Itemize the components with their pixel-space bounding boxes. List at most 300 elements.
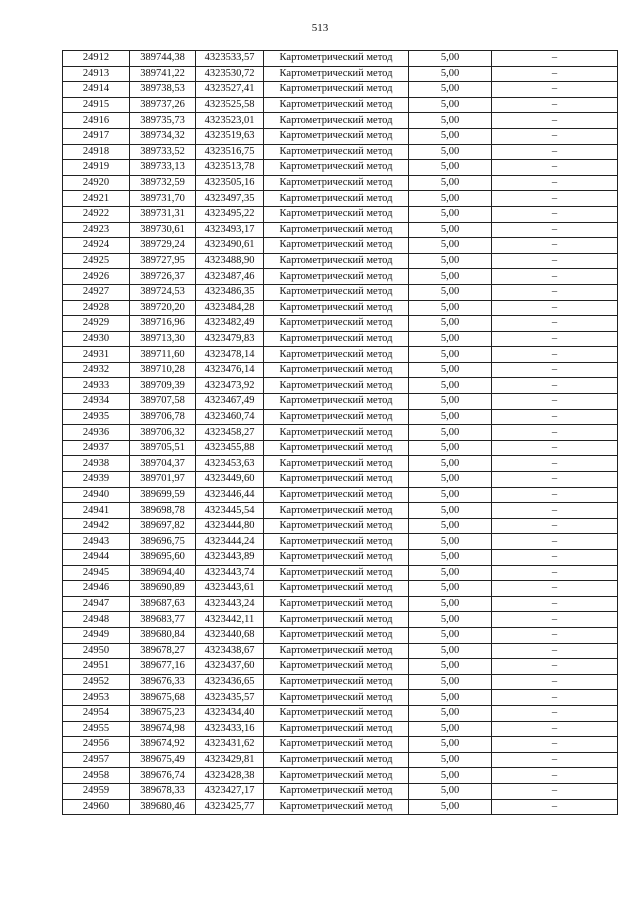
description-cell: –	[492, 752, 618, 768]
x-coordinate-cell: 389720,20	[130, 300, 196, 316]
table-row	[63, 113, 618, 129]
y-coordinate-cell: 4323443,24	[196, 596, 264, 612]
table-row	[63, 300, 618, 316]
x-coordinate-cell: 389741,22	[130, 66, 196, 82]
x-coordinate-cell: 389732,59	[130, 175, 196, 191]
table-row	[63, 690, 618, 706]
method-cell: Картометрический метод	[264, 284, 409, 300]
y-coordinate-cell: 4323497,35	[196, 191, 264, 207]
method-cell: Картометрический метод	[264, 160, 409, 176]
table-row	[63, 503, 618, 519]
table-row	[63, 705, 618, 721]
description-cell: –	[492, 191, 618, 207]
y-coordinate-cell: 4323453,63	[196, 456, 264, 472]
x-coordinate-cell: 389674,92	[130, 737, 196, 753]
y-coordinate-cell: 4323435,57	[196, 690, 264, 706]
accuracy-cell: 5,00	[409, 97, 492, 113]
x-coordinate-cell: 389727,95	[130, 253, 196, 269]
y-coordinate-cell: 4323438,67	[196, 643, 264, 659]
description-cell: –	[492, 534, 618, 550]
x-coordinate-cell: 389731,31	[130, 206, 196, 222]
point-number-cell: 24952	[63, 674, 130, 690]
description-cell: –	[492, 768, 618, 784]
table-row	[63, 612, 618, 628]
method-cell: Картометрический метод	[264, 238, 409, 254]
method-cell: Картометрический метод	[264, 690, 409, 706]
y-coordinate-cell: 4323490,61	[196, 238, 264, 254]
x-coordinate-cell: 389711,60	[130, 347, 196, 363]
table-row	[63, 160, 618, 176]
x-coordinate-cell: 389696,75	[130, 534, 196, 550]
method-cell: Картометрический метод	[264, 705, 409, 721]
point-number-cell: 24918	[63, 144, 130, 160]
method-cell: Картометрический метод	[264, 612, 409, 628]
accuracy-cell: 5,00	[409, 581, 492, 597]
description-cell: –	[492, 269, 618, 285]
accuracy-cell: 5,00	[409, 175, 492, 191]
x-coordinate-cell: 389695,60	[130, 550, 196, 566]
method-cell: Картометрический метод	[264, 409, 409, 425]
table-row	[63, 128, 618, 144]
description-cell: –	[492, 565, 618, 581]
accuracy-cell: 5,00	[409, 113, 492, 129]
accuracy-cell: 5,00	[409, 253, 492, 269]
y-coordinate-cell: 4323476,14	[196, 362, 264, 378]
point-number-cell: 24921	[63, 191, 130, 207]
accuracy-cell: 5,00	[409, 191, 492, 207]
description-cell: –	[492, 238, 618, 254]
x-coordinate-cell: 389724,53	[130, 284, 196, 300]
y-coordinate-cell: 4323473,92	[196, 378, 264, 394]
y-coordinate-cell: 4323479,83	[196, 331, 264, 347]
point-number-cell: 24945	[63, 565, 130, 581]
accuracy-cell: 5,00	[409, 596, 492, 612]
table-row	[63, 425, 618, 441]
table-row	[63, 783, 618, 799]
description-cell: –	[492, 503, 618, 519]
table-row	[63, 191, 618, 207]
method-cell: Картометрический метод	[264, 783, 409, 799]
accuracy-cell: 5,00	[409, 518, 492, 534]
y-coordinate-cell: 4323523,01	[196, 113, 264, 129]
table-row	[63, 487, 618, 503]
accuracy-cell: 5,00	[409, 378, 492, 394]
description-cell: –	[492, 222, 618, 238]
method-cell: Картометрический метод	[264, 175, 409, 191]
table-row	[63, 659, 618, 675]
y-coordinate-cell: 4323533,57	[196, 51, 264, 67]
point-number-cell: 24925	[63, 253, 130, 269]
accuracy-cell: 5,00	[409, 534, 492, 550]
method-cell: Картометрический метод	[264, 550, 409, 566]
table-row	[63, 347, 618, 363]
accuracy-cell: 5,00	[409, 737, 492, 753]
point-number-cell: 24932	[63, 362, 130, 378]
point-number-cell: 24954	[63, 705, 130, 721]
x-coordinate-cell: 389716,96	[130, 316, 196, 332]
table-row	[63, 175, 618, 191]
description-cell: –	[492, 425, 618, 441]
accuracy-cell: 5,00	[409, 82, 492, 98]
point-number-cell: 24958	[63, 768, 130, 784]
x-coordinate-cell: 389710,28	[130, 362, 196, 378]
accuracy-cell: 5,00	[409, 409, 492, 425]
x-coordinate-cell: 389709,39	[130, 378, 196, 394]
accuracy-cell: 5,00	[409, 316, 492, 332]
method-cell: Картометрический метод	[264, 565, 409, 581]
y-coordinate-cell: 4323513,78	[196, 160, 264, 176]
description-cell: –	[492, 331, 618, 347]
method-cell: Картометрический метод	[264, 191, 409, 207]
x-coordinate-cell: 389675,23	[130, 705, 196, 721]
table-row	[63, 799, 618, 815]
x-coordinate-cell: 389707,58	[130, 394, 196, 410]
description-cell: –	[492, 440, 618, 456]
x-coordinate-cell: 389675,68	[130, 690, 196, 706]
accuracy-cell: 5,00	[409, 160, 492, 176]
point-number-cell: 24943	[63, 534, 130, 550]
x-coordinate-cell: 389697,82	[130, 518, 196, 534]
point-number-cell: 24940	[63, 487, 130, 503]
table-row	[63, 518, 618, 534]
description-cell: –	[492, 659, 618, 675]
description-cell: –	[492, 487, 618, 503]
description-cell: –	[492, 643, 618, 659]
method-cell: Картометрический метод	[264, 487, 409, 503]
description-cell: –	[492, 721, 618, 737]
method-cell: Картометрический метод	[264, 394, 409, 410]
y-coordinate-cell: 4323427,17	[196, 783, 264, 799]
table-row	[63, 82, 618, 98]
point-number-cell: 24912	[63, 51, 130, 67]
x-coordinate-cell: 389737,26	[130, 97, 196, 113]
x-coordinate-cell: 389678,27	[130, 643, 196, 659]
accuracy-cell: 5,00	[409, 690, 492, 706]
method-cell: Картометрический метод	[264, 674, 409, 690]
y-coordinate-cell: 4323530,72	[196, 66, 264, 82]
description-cell: –	[492, 581, 618, 597]
table-row	[63, 752, 618, 768]
method-cell: Картометрический метод	[264, 596, 409, 612]
y-coordinate-cell: 4323455,88	[196, 440, 264, 456]
table-row	[63, 643, 618, 659]
point-number-cell: 24928	[63, 300, 130, 316]
method-cell: Картометрический метод	[264, 425, 409, 441]
point-number-cell: 24949	[63, 627, 130, 643]
y-coordinate-cell: 4323436,65	[196, 674, 264, 690]
accuracy-cell: 5,00	[409, 503, 492, 519]
point-number-cell: 24915	[63, 97, 130, 113]
table-row	[63, 456, 618, 472]
point-number-cell: 24956	[63, 737, 130, 753]
method-cell: Картометрический метод	[264, 472, 409, 488]
point-number-cell: 24931	[63, 347, 130, 363]
method-cell: Картометрический метод	[264, 128, 409, 144]
table-row	[63, 596, 618, 612]
table-row	[63, 737, 618, 753]
accuracy-cell: 5,00	[409, 331, 492, 347]
accuracy-cell: 5,00	[409, 206, 492, 222]
y-coordinate-cell: 4323437,60	[196, 659, 264, 675]
x-coordinate-cell: 389676,74	[130, 768, 196, 784]
x-coordinate-cell: 389733,13	[130, 160, 196, 176]
x-coordinate-cell: 389730,61	[130, 222, 196, 238]
table-row	[63, 627, 618, 643]
y-coordinate-cell: 4323446,44	[196, 487, 264, 503]
table-row	[63, 97, 618, 113]
y-coordinate-cell: 4323493,17	[196, 222, 264, 238]
point-number-cell: 24922	[63, 206, 130, 222]
method-cell: Картометрический метод	[264, 300, 409, 316]
method-cell: Картометрический метод	[264, 206, 409, 222]
accuracy-cell: 5,00	[409, 752, 492, 768]
y-coordinate-cell: 4323443,89	[196, 550, 264, 566]
y-coordinate-cell: 4323434,40	[196, 705, 264, 721]
accuracy-cell: 5,00	[409, 347, 492, 363]
y-coordinate-cell: 4323445,54	[196, 503, 264, 519]
table-row	[63, 534, 618, 550]
y-coordinate-cell: 4323443,74	[196, 565, 264, 581]
table-row	[63, 550, 618, 566]
method-cell: Картометрический метод	[264, 378, 409, 394]
y-coordinate-cell: 4323467,49	[196, 394, 264, 410]
method-cell: Картометрический метод	[264, 440, 409, 456]
table-row	[63, 269, 618, 285]
point-number-cell: 24951	[63, 659, 130, 675]
y-coordinate-cell: 4323440,68	[196, 627, 264, 643]
y-coordinate-cell: 4323433,16	[196, 721, 264, 737]
x-coordinate-cell: 389683,77	[130, 612, 196, 628]
y-coordinate-cell: 4323425,77	[196, 799, 264, 815]
x-coordinate-cell: 389694,40	[130, 565, 196, 581]
x-coordinate-cell: 389706,78	[130, 409, 196, 425]
accuracy-cell: 5,00	[409, 550, 492, 566]
x-coordinate-cell: 389731,70	[130, 191, 196, 207]
point-number-cell: 24960	[63, 799, 130, 815]
accuracy-cell: 5,00	[409, 565, 492, 581]
accuracy-cell: 5,00	[409, 440, 492, 456]
description-cell: –	[492, 378, 618, 394]
x-coordinate-cell: 389701,97	[130, 472, 196, 488]
method-cell: Картометрический метод	[264, 518, 409, 534]
description-cell: –	[492, 144, 618, 160]
point-number-cell: 24926	[63, 269, 130, 285]
y-coordinate-cell: 4323428,38	[196, 768, 264, 784]
point-number-cell: 24930	[63, 331, 130, 347]
description-cell: –	[492, 674, 618, 690]
description-cell: –	[492, 409, 618, 425]
x-coordinate-cell: 389676,33	[130, 674, 196, 690]
table-row	[63, 206, 618, 222]
accuracy-cell: 5,00	[409, 362, 492, 378]
description-cell: –	[492, 690, 618, 706]
point-number-cell: 24920	[63, 175, 130, 191]
accuracy-cell: 5,00	[409, 425, 492, 441]
point-number-cell: 24941	[63, 503, 130, 519]
table-row	[63, 394, 618, 410]
y-coordinate-cell: 4323519,63	[196, 128, 264, 144]
description-cell: –	[492, 206, 618, 222]
description-cell: –	[492, 799, 618, 815]
description-cell: –	[492, 737, 618, 753]
method-cell: Картометрический метод	[264, 316, 409, 332]
x-coordinate-cell: 389674,98	[130, 721, 196, 737]
point-number-cell: 24939	[63, 472, 130, 488]
y-coordinate-cell: 4323487,46	[196, 269, 264, 285]
x-coordinate-cell: 389698,78	[130, 503, 196, 519]
point-number-cell: 24935	[63, 409, 130, 425]
point-number-cell: 24914	[63, 82, 130, 98]
method-cell: Картометрический метод	[264, 253, 409, 269]
accuracy-cell: 5,00	[409, 456, 492, 472]
point-number-cell: 24944	[63, 550, 130, 566]
y-coordinate-cell: 4323516,75	[196, 144, 264, 160]
description-cell: –	[492, 175, 618, 191]
x-coordinate-cell: 389678,33	[130, 783, 196, 799]
accuracy-cell: 5,00	[409, 799, 492, 815]
accuracy-cell: 5,00	[409, 674, 492, 690]
table-row	[63, 378, 618, 394]
table-row	[63, 721, 618, 737]
coordinates-table-body	[63, 51, 618, 815]
point-number-cell: 24936	[63, 425, 130, 441]
x-coordinate-cell: 389704,37	[130, 456, 196, 472]
x-coordinate-cell: 389738,53	[130, 82, 196, 98]
description-cell: –	[492, 66, 618, 82]
method-cell: Картометрический метод	[264, 82, 409, 98]
x-coordinate-cell: 389734,32	[130, 128, 196, 144]
description-cell: –	[492, 612, 618, 628]
description-cell: –	[492, 347, 618, 363]
table-row	[63, 66, 618, 82]
accuracy-cell: 5,00	[409, 66, 492, 82]
y-coordinate-cell: 4323495,22	[196, 206, 264, 222]
method-cell: Картометрический метод	[264, 643, 409, 659]
method-cell: Картометрический метод	[264, 503, 409, 519]
table-row	[63, 362, 618, 378]
accuracy-cell: 5,00	[409, 721, 492, 737]
description-cell: –	[492, 596, 618, 612]
x-coordinate-cell: 389726,37	[130, 269, 196, 285]
table-row	[63, 331, 618, 347]
method-cell: Картометрический метод	[264, 659, 409, 675]
description-cell: –	[492, 128, 618, 144]
point-number-cell: 24917	[63, 128, 130, 144]
description-cell: –	[492, 97, 618, 113]
method-cell: Картометрический метод	[264, 144, 409, 160]
table-row	[63, 51, 618, 67]
method-cell: Картометрический метод	[264, 51, 409, 67]
method-cell: Картометрический метод	[264, 331, 409, 347]
method-cell: Картометрический метод	[264, 66, 409, 82]
table-row	[63, 565, 618, 581]
point-number-cell: 24946	[63, 581, 130, 597]
x-coordinate-cell: 389713,30	[130, 331, 196, 347]
method-cell: Картометрический метод	[264, 362, 409, 378]
y-coordinate-cell: 4323442,11	[196, 612, 264, 628]
point-number-cell: 24927	[63, 284, 130, 300]
x-coordinate-cell: 389706,32	[130, 425, 196, 441]
point-number-cell: 24923	[63, 222, 130, 238]
page-number: 513	[311, 22, 329, 34]
x-coordinate-cell: 389687,63	[130, 596, 196, 612]
x-coordinate-cell: 389677,16	[130, 659, 196, 675]
x-coordinate-cell: 389690,89	[130, 581, 196, 597]
y-coordinate-cell: 4323478,14	[196, 347, 264, 363]
x-coordinate-cell: 389699,59	[130, 487, 196, 503]
x-coordinate-cell: 389680,84	[130, 627, 196, 643]
y-coordinate-cell: 4323525,58	[196, 97, 264, 113]
x-coordinate-cell: 389735,73	[130, 113, 196, 129]
x-coordinate-cell: 389705,51	[130, 440, 196, 456]
y-coordinate-cell: 4323429,81	[196, 752, 264, 768]
description-cell: –	[492, 113, 618, 129]
y-coordinate-cell: 4323484,28	[196, 300, 264, 316]
y-coordinate-cell: 4323458,27	[196, 425, 264, 441]
accuracy-cell: 5,00	[409, 284, 492, 300]
table-row	[63, 316, 618, 332]
point-number-cell: 24955	[63, 721, 130, 737]
description-cell: –	[492, 394, 618, 410]
description-cell: –	[492, 518, 618, 534]
method-cell: Картометрический метод	[264, 627, 409, 643]
x-coordinate-cell: 389733,52	[130, 144, 196, 160]
point-number-cell: 24938	[63, 456, 130, 472]
coordinates-table	[62, 50, 618, 815]
table-row	[63, 581, 618, 597]
description-cell: –	[492, 456, 618, 472]
accuracy-cell: 5,00	[409, 144, 492, 160]
y-coordinate-cell: 4323444,24	[196, 534, 264, 550]
y-coordinate-cell: 4323443,61	[196, 581, 264, 597]
point-number-cell: 24953	[63, 690, 130, 706]
accuracy-cell: 5,00	[409, 487, 492, 503]
table-row	[63, 284, 618, 300]
point-number-cell: 24947	[63, 596, 130, 612]
description-cell: –	[492, 472, 618, 488]
point-number-cell: 24924	[63, 238, 130, 254]
table-row	[63, 768, 618, 784]
method-cell: Картометрический метод	[264, 269, 409, 285]
description-cell: –	[492, 316, 618, 332]
table-row	[63, 238, 618, 254]
description-cell: –	[492, 160, 618, 176]
table-row	[63, 440, 618, 456]
accuracy-cell: 5,00	[409, 472, 492, 488]
accuracy-cell: 5,00	[409, 783, 492, 799]
y-coordinate-cell: 4323460,74	[196, 409, 264, 425]
point-number-cell: 24934	[63, 394, 130, 410]
accuracy-cell: 5,00	[409, 238, 492, 254]
description-cell: –	[492, 627, 618, 643]
accuracy-cell: 5,00	[409, 768, 492, 784]
point-number-cell: 24950	[63, 643, 130, 659]
description-cell: –	[492, 550, 618, 566]
x-coordinate-cell: 389680,46	[130, 799, 196, 815]
table-row	[63, 144, 618, 160]
method-cell: Картометрический метод	[264, 737, 409, 753]
accuracy-cell: 5,00	[409, 659, 492, 675]
method-cell: Картометрический метод	[264, 768, 409, 784]
table-row	[63, 222, 618, 238]
point-number-cell: 24919	[63, 160, 130, 176]
table-row	[63, 409, 618, 425]
method-cell: Картометрический метод	[264, 456, 409, 472]
description-cell: –	[492, 284, 618, 300]
point-number-cell: 24937	[63, 440, 130, 456]
accuracy-cell: 5,00	[409, 51, 492, 67]
x-coordinate-cell: 389729,24	[130, 238, 196, 254]
